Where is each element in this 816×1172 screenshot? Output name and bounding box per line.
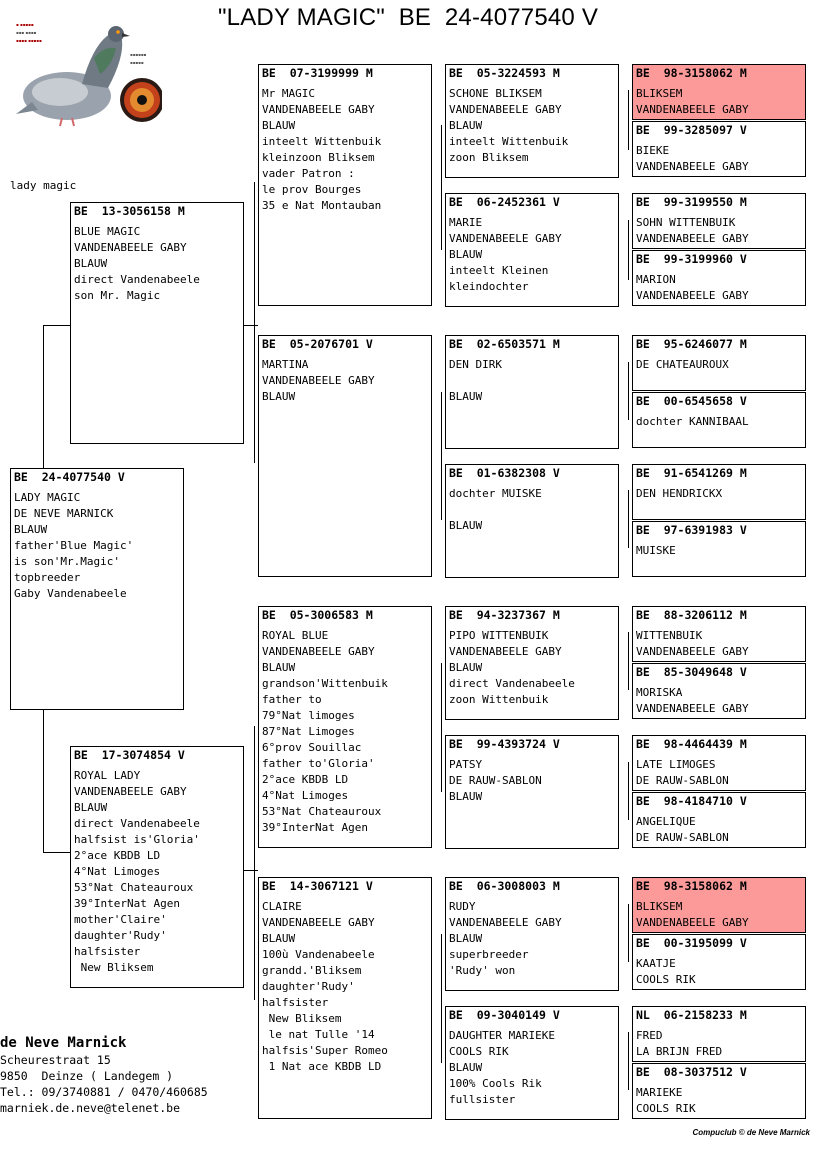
pedigree-box-mm <box>258 877 432 1119</box>
pedigree-line: direct Vandenabeele <box>74 273 200 286</box>
pedigree-line: WITTENBUIK <box>636 629 703 642</box>
connector-line <box>254 726 255 1000</box>
pedigree-line: COOLS RIK <box>636 1102 696 1115</box>
pedigree-line: 87°Nat Limoges <box>262 725 355 738</box>
pedigree-line: VANDENABEELE GABY <box>449 645 562 658</box>
ring-number: BE 99-3199550 M <box>636 195 747 209</box>
svg-text:▪▪▪▪▪: ▪▪▪▪▪ <box>130 60 144 65</box>
connector-line <box>43 710 44 852</box>
pedigree-line: LADY MAGIC <box>14 491 81 504</box>
pedigree-line: BLAUW <box>449 790 483 803</box>
pedigree-line: MARTINA <box>262 358 309 371</box>
pedigree-box-ffmf <box>632 193 806 249</box>
pedigree-line: Gaby Vandenabeele <box>14 587 127 600</box>
pigeon-photo <box>12 18 162 130</box>
pedigree-line: RUDY <box>449 900 476 913</box>
connector-line <box>244 870 258 871</box>
pedigree-box-fm <box>258 335 432 577</box>
pedigree-line: VANDENABEELE GABY <box>636 289 749 302</box>
connector-line <box>628 220 629 280</box>
connector-line <box>441 392 442 520</box>
pedigree-line: BLAUW <box>449 519 483 532</box>
ring-number: BE 88-3206112 M <box>636 608 747 622</box>
pedigree-line: BLAUW <box>14 523 48 536</box>
pedigree-line: dochter KANNIBAAL <box>636 415 749 428</box>
pedigree-line: direct Vandenabeele <box>74 817 200 830</box>
pedigree-box-fmmf <box>632 464 806 520</box>
pedigree-line: ANGELIQUE <box>636 815 696 828</box>
pedigree-line: ROYAL LADY <box>74 769 141 782</box>
svg-text:▪▪▪▪▪▪: ▪▪▪▪▪▪ <box>130 52 147 57</box>
ring-number: BE 98-3158062 M <box>636 879 747 893</box>
owner-email[interactable]: marniek.de.neve@telenet.be <box>0 1101 181 1115</box>
pedigree-box-fmfm <box>632 392 806 448</box>
pedigree-line: BLAUW <box>262 661 296 674</box>
ring-number: BE 13-3056158 M <box>74 204 185 218</box>
pedigree-line: 2°ace KBDB LD <box>74 849 161 862</box>
pedigree-line: PIPO WITTENBUIK <box>449 629 549 642</box>
pedigree-box-mfmm <box>632 792 806 848</box>
pedigree-line: BIEKE <box>636 144 670 157</box>
svg-text:▪▪▪▪ ▪▪▪▪▪: ▪▪▪▪ ▪▪▪▪▪ <box>16 38 42 43</box>
pedigree-line: COOLS RIK <box>449 1045 509 1058</box>
pedigree-line: BLAUW <box>262 390 296 403</box>
pedigree-line: BLUE MAGIC <box>74 225 141 238</box>
pedigree-line: BLAUW <box>262 119 296 132</box>
ring-number: BE 98-4184710 V <box>636 794 747 808</box>
pedigree-line: is son'Mr.Magic' <box>14 555 120 568</box>
pedigree-line: daughter'Rudy' <box>262 980 355 993</box>
pedigree-line: MUISKE <box>636 544 676 557</box>
connector-line <box>628 904 629 962</box>
pedigree-line: LA BRIJN FRED <box>636 1045 723 1058</box>
pedigree-line: inteelt Wittenbuik <box>262 135 382 148</box>
pedigree-line: direct Vandenabeele <box>449 677 575 690</box>
pedigree-line: DEN DIRK <box>449 358 502 371</box>
pedigree-line: VANDENABEELE GABY <box>636 160 749 173</box>
pedigree-line: DE NEVE MARNICK <box>14 507 114 520</box>
ring-number: BE 05-2076701 V <box>262 337 373 351</box>
pedigree-line: BLAUW <box>449 661 483 674</box>
pedigree-line: 6°prov Souillac <box>262 741 362 754</box>
ring-number: BE 01-6382308 V <box>449 466 560 480</box>
pedigree-line: kleindochter <box>449 280 529 293</box>
pedigree-line: SOHN WITTENBUIK <box>636 216 736 229</box>
pedigree-line: DE RAUW-SABLON <box>636 774 729 787</box>
pedigree-box-ffmm <box>632 250 806 306</box>
connector-line <box>628 762 629 820</box>
pedigree-box-mfff <box>632 606 806 662</box>
pedigree-line: topbreeder <box>14 571 81 584</box>
pedigree-line: mother'Claire' <box>74 913 167 926</box>
owner-name: de Neve Marnick <box>0 1035 127 1051</box>
pedigree-line: FRED <box>636 1029 663 1042</box>
ring-number: BE 07-3199999 M <box>262 66 373 80</box>
pedigree-line: MORISKA <box>636 686 683 699</box>
ring-number: NL 06-2158233 M <box>636 1008 747 1022</box>
pedigree-line: DAUGHTER MARIEKE <box>449 1029 555 1042</box>
pedigree-box-mmf <box>445 877 619 991</box>
ring-number: BE 02-6503571 M <box>449 337 560 351</box>
pedigree-line: BLAUW <box>74 257 108 270</box>
pedigree-line: ROYAL BLUE <box>262 629 329 642</box>
pedigree-box-mmmm <box>632 1063 806 1119</box>
ring-number: BE 99-3285097 V <box>636 123 747 137</box>
pedigree-line: dochter MUISKE <box>449 487 542 500</box>
pedigree-line: 'Rudy' won <box>449 964 516 977</box>
pedigree-line: le prov Bourges <box>262 183 362 196</box>
pedigree-line: halfsist is'Gloria' <box>74 833 200 846</box>
ring-number: BE 98-3158062 M <box>636 66 747 80</box>
pedigree-box-ffm <box>445 193 619 307</box>
pedigree-box-fmff <box>632 335 806 391</box>
connector-line <box>244 325 258 326</box>
ring-number: BE 98-4464439 M <box>636 737 747 751</box>
pedigree-line: MARION <box>636 273 676 286</box>
pedigree-line: CLAIRE <box>262 900 302 913</box>
page-title: "LADY MAGIC" BE 24-4077540 V <box>217 4 599 31</box>
pedigree-box-f <box>70 202 244 444</box>
pedigree-line: grandson'Wittenbuik <box>262 677 388 690</box>
pedigree-line: 1 Nat ace KBDB LD <box>262 1060 382 1073</box>
pedigree-line: vader Patron : <box>262 167 355 180</box>
ring-number: BE 17-3074854 V <box>74 748 185 762</box>
ring-number: BE 06-2452361 V <box>449 195 560 209</box>
connector-line <box>441 934 442 1063</box>
pedigree-line: PATSY <box>449 758 483 771</box>
pedigree-box-fmm <box>445 464 619 578</box>
owner-block <box>0 1034 208 1116</box>
pedigree-line: fullsister <box>449 1093 516 1106</box>
pedigree-line: father to'Gloria' <box>262 757 375 770</box>
pedigree-line: BLAUW <box>449 1061 483 1074</box>
pedigree-line: 53°Nat Chateauroux <box>262 805 382 818</box>
ring-number: BE 00-3195099 V <box>636 936 747 950</box>
pedigree-box-mf <box>258 606 432 848</box>
pedigree-line: grandd.'Bliksem <box>262 964 362 977</box>
pedigree-line: VANDENABEELE GABY <box>449 103 562 116</box>
pedigree-line: MARIEKE <box>636 1086 683 1099</box>
pedigree-line: 2°ace KBDB LD <box>262 773 349 786</box>
ring-number: BE 94-3237367 M <box>449 608 560 622</box>
pedigree-box-mff <box>445 606 619 720</box>
pedigree-line: daughter'Rudy' <box>74 929 167 942</box>
pedigree-line: VANDENABEELE GABY <box>74 785 187 798</box>
pedigree-line: BLAUW <box>449 119 483 132</box>
connector-line <box>628 362 629 420</box>
owner-tel: Tel.: 09/3740881 / 0470/460685 <box>0 1085 208 1099</box>
pedigree-line: 100% Cools Rik <box>449 1077 542 1090</box>
pedigree-line: kleinzoon Bliksem <box>262 151 375 164</box>
pedigree-line: VANDENABEELE GABY <box>449 916 562 929</box>
pedigree-line: BLAUW <box>449 248 483 261</box>
pedigree-line: VANDENABEELE GABY <box>636 232 749 245</box>
pedigree-line: 39°InterNat Agen <box>262 821 368 834</box>
pedigree-line: SCHONE BLIKSEM <box>449 87 542 100</box>
pedigree-line: VANDENABEELE GABY <box>74 241 187 254</box>
pedigree-line: BLIKSEM <box>636 900 683 913</box>
pedigree-line: 53°Nat Chateauroux <box>74 881 194 894</box>
ring-number: BE 95-6246077 M <box>636 337 747 351</box>
pedigree-line: VANDENABEELE GABY <box>636 103 749 116</box>
pedigree-line: le nat Tulle '14 <box>262 1028 375 1041</box>
ring-number: BE 00-6545658 V <box>636 394 747 408</box>
pedigree-line: VANDENABEELE GABY <box>636 702 749 715</box>
ring-number: BE 91-6541269 M <box>636 466 747 480</box>
connector-line <box>254 182 255 463</box>
svg-text:▪ ▪▪▪▪▪: ▪ ▪▪▪▪▪ <box>16 22 34 27</box>
pedigree-line: MARIE <box>449 216 483 229</box>
pedigree-line: DEN HENDRICKX <box>636 487 723 500</box>
ring-number: BE 24-4077540 V <box>14 470 125 484</box>
connector-line <box>43 852 70 853</box>
pedigree-box-mmfm <box>632 934 806 990</box>
ring-number: BE 09-3040149 V <box>449 1008 560 1022</box>
connector-line <box>628 90 629 150</box>
pedigree-line: halfsister <box>74 945 141 958</box>
pedigree-box-fff <box>445 64 619 178</box>
pedigree-line: 39°InterNat Agen <box>74 897 180 910</box>
ring-number: BE 99-4393724 V <box>449 737 560 751</box>
ring-number: BE 08-3037512 V <box>636 1065 747 1079</box>
pedigree-line: inteelt Wittenbuik <box>449 135 569 148</box>
pedigree-box-mfm <box>445 735 619 849</box>
footer-credit: Compuclub © de Neve Marnick <box>692 1128 810 1137</box>
connector-line <box>628 1032 629 1090</box>
pedigree-line: VANDENABEELE GABY <box>449 232 562 245</box>
pedigree-line: 4°Nat Limoges <box>74 865 161 878</box>
ring-number: BE 85-3049648 V <box>636 665 747 679</box>
pedigree-box-ffff <box>632 64 806 120</box>
ring-number: BE 14-3067121 V <box>262 879 373 893</box>
pedigree-box-fmf <box>445 335 619 449</box>
connector-line <box>43 325 44 468</box>
pedigree-line: BLAUW <box>74 801 108 814</box>
pedigree-line: zoon Bliksem <box>449 151 529 164</box>
pedigree-box-ff <box>258 64 432 306</box>
pedigree-line: 4°Nat Limoges <box>262 789 349 802</box>
pedigree-line: BLIKSEM <box>636 87 683 100</box>
pedigree-box-main <box>10 468 184 710</box>
pedigree-line: BLAUW <box>449 932 483 945</box>
pedigree-line: VANDENABEELE GABY <box>262 916 375 929</box>
pedigree-line: inteelt Kleinen <box>449 264 549 277</box>
pedigree-line: New Bliksem <box>262 1012 342 1025</box>
pedigree-line: 35 e Nat Montauban <box>262 199 382 212</box>
pedigree-line: KAATJE <box>636 957 676 970</box>
pedigree-line: father'Blue Magic' <box>14 539 134 552</box>
ring-number: BE 99-3199960 V <box>636 252 747 266</box>
pedigree-line: LATE LIMOGES <box>636 758 716 771</box>
pedigree-line: father to <box>262 693 322 706</box>
pedigree-box-mmm <box>445 1006 619 1120</box>
pedigree-line: VANDENABEELE GABY <box>262 645 375 658</box>
pedigree-line: DE RAUW-SABLON <box>636 831 729 844</box>
pedigree-line <box>449 373 615 389</box>
connector-line <box>441 663 442 792</box>
pedigree-line: halfsis'Super Romeo <box>262 1044 388 1057</box>
svg-text:▪▪▪ ▪▪▪▪: ▪▪▪ ▪▪▪▪ <box>16 30 37 35</box>
ring-number: BE 06-3008003 M <box>449 879 560 893</box>
pedigree-line: halfsister <box>262 996 329 1009</box>
pedigree-line: 79°Nat limoges <box>262 709 355 722</box>
pedigree-line: zoon Wittenbuik <box>449 693 549 706</box>
ring-number: BE 05-3006583 M <box>262 608 373 622</box>
owner-street: Scheurestraat 15 <box>0 1053 111 1067</box>
pedigree-box-fmmm <box>632 521 806 577</box>
pedigree-line: VANDENABEELE GABY <box>262 374 375 387</box>
pedigree-line: COOLS RIK <box>636 973 696 986</box>
pedigree-line: superbreeder <box>449 948 529 961</box>
pedigree-box-m <box>70 746 244 988</box>
pedigree-line: DE RAUW-SABLON <box>449 774 542 787</box>
pedigree-box-mmmf <box>632 1006 806 1062</box>
connector-line <box>628 490 629 548</box>
lady-label: lady magic <box>10 179 77 192</box>
pedigree-line: VANDENABEELE GABY <box>636 645 749 658</box>
connector-line <box>628 632 629 690</box>
pedigree-box-mfmf <box>632 735 806 791</box>
pedigree-line: Mr MAGIC <box>262 87 315 100</box>
pedigree-line: BLAUW <box>262 932 296 945</box>
connector-line <box>441 125 442 250</box>
pedigree-box-fffm <box>632 121 806 177</box>
pedigree-box-mmff <box>632 877 806 933</box>
pedigree-line <box>449 502 615 518</box>
ring-number: BE 05-3224593 M <box>449 66 560 80</box>
pedigree-box-mffm <box>632 663 806 719</box>
pedigree-line: DE CHATEAUROUX <box>636 358 729 371</box>
pedigree-line: New Bliksem <box>74 961 154 974</box>
pedigree-line: 100ù Vandenabeele <box>262 948 375 961</box>
pedigree-line: BLAUW <box>449 390 483 403</box>
pedigree-line: son Mr. Magic <box>74 289 161 302</box>
ring-number: BE 97-6391983 V <box>636 523 747 537</box>
connector-line <box>43 325 70 326</box>
pedigree-line: VANDENABEELE GABY <box>262 103 375 116</box>
owner-city: 9850 Deinze ( Landegem ) <box>0 1069 174 1083</box>
pedigree-line: VANDENABEELE GABY <box>636 916 749 929</box>
